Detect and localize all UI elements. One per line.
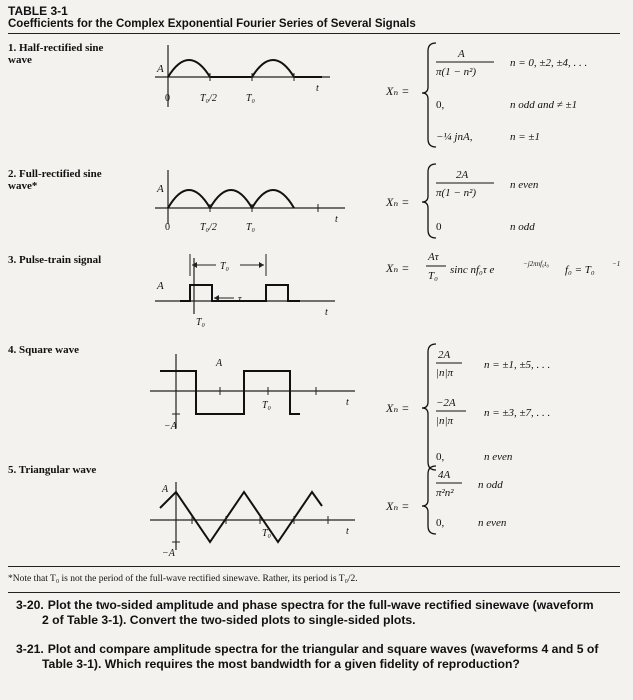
half-rectified-waveform <box>155 45 330 107</box>
svg-text:n even: n even <box>478 517 507 529</box>
table-title: Coefficients for the Complex Exponential Fourier Series of Several Signals <box>8 18 416 30</box>
svg-text:|n|π: |n|π <box>436 367 454 379</box>
svg-text:n even: n even <box>484 451 513 463</box>
table-bottom-rule <box>8 566 620 567</box>
signal-2-coefficients <box>385 164 539 238</box>
svg-text:A: A <box>157 63 164 75</box>
svg-text:0: 0 <box>165 222 170 233</box>
svg-text:0,: 0, <box>436 99 445 111</box>
problem-3-21: 3-21. Plot and compare amplitude spectra for the triangular and square waves (waveforms 4 and 5 of Table 3-1). Which requires the most bandwidth for a given fidelity of reproduction? <box>16 642 599 671</box>
svg-text:−2A: −2A <box>436 397 456 409</box>
svg-text:n = 0, ±2, ±4, . . .: n = 0, ±2, ±4, . . . <box>510 57 588 69</box>
full-rectified-waveform <box>155 170 345 233</box>
svg-text:0,: 0, <box>436 517 445 529</box>
signal-1-coefficients <box>385 43 587 147</box>
svg-text:Xₙ =: Xₙ = <box>386 195 410 209</box>
table-top-rule <box>8 33 620 34</box>
svg-text:A: A <box>157 183 164 195</box>
svg-text:n odd and ≠ ±1: n odd and ≠ ±1 <box>510 99 578 111</box>
svg-text:−1: −1 <box>612 260 621 268</box>
svg-text:t: t <box>346 526 349 537</box>
svg-text:0: 0 <box>165 93 170 104</box>
signal-1-row <box>0 35 633 155</box>
svg-text:T₀: T₀ <box>428 270 438 282</box>
svg-text:A: A <box>157 280 164 292</box>
svg-text:Aτ: Aτ <box>428 251 439 263</box>
signal-5-coefficients <box>385 466 507 534</box>
svg-text:T₀: T₀ <box>196 317 206 328</box>
svg-text:n odd: n odd <box>510 221 535 233</box>
svg-text:n even: n even <box>510 179 539 191</box>
signal-3-label: 3. Pulse-train signal <box>8 254 102 266</box>
svg-text:T₀/2: T₀/2 <box>200 222 217 233</box>
svg-text:n odd: n odd <box>478 479 503 491</box>
svg-text:n = ±3, ±7, . . .: n = ±3, ±7, . . . <box>484 407 551 419</box>
svg-text:−j2πnf₀t₀: −j2πnf₀t₀ <box>523 260 549 268</box>
svg-text:n = ±1, ±5, . . .: n = ±1, ±5, . . . <box>484 359 551 371</box>
svg-text:T₀: T₀ <box>262 528 272 539</box>
problem-3-20: 3-20. Plot the two-sided amplitude and phase spectra for the full-wave rectified sinewave (waveform 2 of Table 3-1). Convert the two-sided plots to single-sided plots. <box>16 598 594 627</box>
triangular-waveform <box>150 482 355 559</box>
signal-4-coefficients <box>385 344 550 470</box>
svg-text:4A: 4A <box>438 469 451 481</box>
svg-text:T₀/2: T₀/2 <box>200 93 217 104</box>
signal-4-row <box>0 336 633 476</box>
square-waveform <box>150 354 355 432</box>
svg-text:−A: −A <box>164 421 177 432</box>
svg-text:Xₙ =: Xₙ = <box>386 499 410 513</box>
svg-text:T₀: T₀ <box>246 93 256 104</box>
svg-text:2A: 2A <box>456 169 469 181</box>
table-footnote: *Note that T₀ is not the period of the full-wave rectified sinewave. Rather, its period is T₀/2. <box>8 574 358 584</box>
svg-text:0,: 0, <box>436 451 445 463</box>
table-label: TABLE 3-1 <box>8 4 68 18</box>
svg-text:Xₙ =: Xₙ = <box>386 401 410 415</box>
svg-text:f₀ = T₀: f₀ = T₀ <box>565 264 595 276</box>
svg-text:A: A <box>458 48 465 60</box>
svg-text:t: t <box>316 83 319 94</box>
signal-1-label: 1. Half-rectified sine wave <box>8 42 104 66</box>
pulse-train-waveform <box>155 254 335 328</box>
svg-text:−¼ jnA,: −¼ jnA, <box>436 131 473 143</box>
svg-text:−A: −A <box>162 548 175 559</box>
signal-3-coefficients <box>385 251 620 282</box>
svg-text:A: A <box>162 484 169 495</box>
svg-text:n = ±1: n = ±1 <box>510 131 540 143</box>
signal-2-label: 2. Full-rectified sine wave* <box>8 168 102 192</box>
signal-5-label: 5. Triangular wave <box>8 464 97 476</box>
svg-text:2A: 2A <box>438 349 451 361</box>
svg-text:t: t <box>335 214 338 225</box>
svg-text:π(1 − n²): π(1 − n²) <box>436 66 477 78</box>
footnote-rule <box>8 592 620 593</box>
table-header <box>8 5 416 31</box>
svg-text:T₀: T₀ <box>262 400 272 411</box>
svg-text:t: t <box>346 397 349 408</box>
svg-text:π²n²: π²n² <box>436 487 454 499</box>
svg-text:T₀: T₀ <box>220 261 230 272</box>
svg-text:|n|π: |n|π <box>436 415 454 427</box>
signal-3-row <box>0 246 633 338</box>
svg-text:Xₙ =: Xₙ = <box>386 84 410 98</box>
svg-text:T₀: T₀ <box>246 222 256 233</box>
signal-2-row <box>0 158 633 243</box>
svg-text:A: A <box>216 358 223 369</box>
svg-text:0: 0 <box>436 221 442 233</box>
svg-text:sinc nf₀τ e: sinc nf₀τ e <box>450 264 495 276</box>
signal-4-label: 4. Square wave <box>8 344 79 356</box>
svg-text:τ: τ <box>238 294 242 305</box>
svg-text:Xₙ =: Xₙ = <box>386 261 410 275</box>
svg-text:π(1 − n²): π(1 − n²) <box>436 187 477 199</box>
svg-text:t: t <box>325 307 328 318</box>
